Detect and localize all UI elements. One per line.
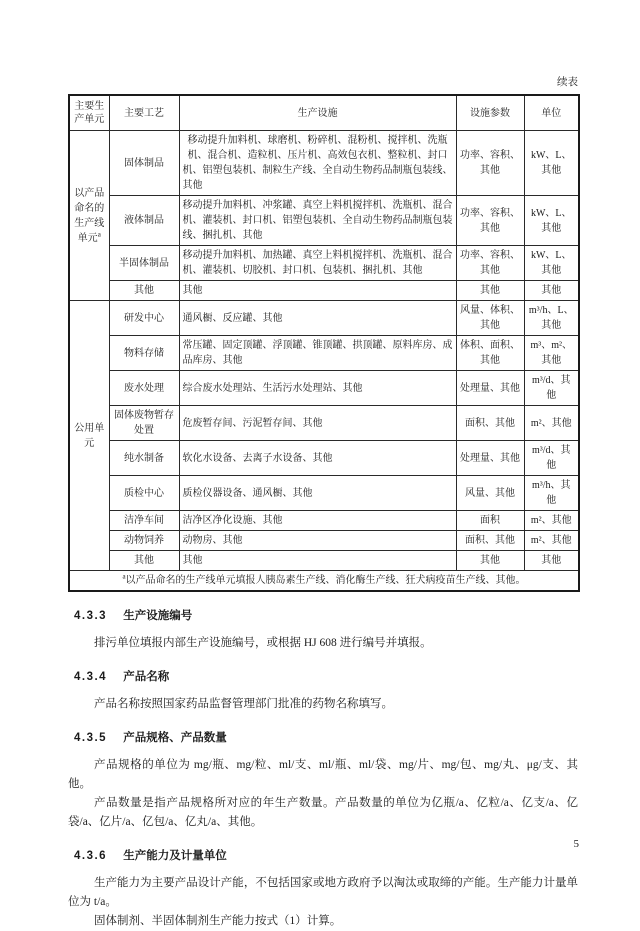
table-row bbox=[69, 246, 579, 281]
unit-cell: m³/h、L、其他 bbox=[524, 301, 579, 336]
production-unit-group-cell bbox=[69, 301, 109, 571]
table-row bbox=[69, 406, 579, 441]
unit-cell: m³/h、其他 bbox=[524, 476, 579, 511]
section-4-3-4 bbox=[68, 670, 578, 714]
group-label: 以产品命名的生产线单元 bbox=[74, 187, 105, 244]
unit-cell: 其他 bbox=[524, 281, 579, 301]
params-cell: 风量、体积、其他 bbox=[456, 301, 524, 336]
section-title: 生产能力及计量单位 bbox=[123, 850, 227, 862]
process-cell: 洁净车间 bbox=[109, 511, 179, 531]
params-cell: 其他 bbox=[456, 281, 524, 301]
header-facility-params: 设施参数 bbox=[456, 95, 524, 131]
facilities-cell: 洁净区净化设施、其他 bbox=[179, 511, 456, 531]
unit-cell: m²、其他 bbox=[524, 511, 579, 531]
section-paragraph: 产品规格的单位为 mg/瓶、mg/粒、ml/支、ml/瓶、ml/袋、mg/片、mg/包、mg/丸、μg/支、其他。 bbox=[68, 759, 578, 790]
section-heading bbox=[74, 731, 578, 746]
section-title: 产品规格、产品数量 bbox=[123, 732, 227, 744]
facilities-cell: 移动提升加料机、球磨机、粉碎机、混粉机、搅拌机、洗瓶机、混合机、造粒机、压片机、高效包衣机、整粒机、封口机、铝塑包装机、制粒生产线、全自动生物药品制瓶包装线、其他 bbox=[179, 131, 456, 196]
unit-cell: m³/d、其他 bbox=[524, 441, 579, 476]
table-row bbox=[69, 196, 579, 246]
facilities-cell: 其他 bbox=[179, 281, 456, 301]
section-heading bbox=[74, 670, 578, 685]
section-paragraph: 产品数量是指产品规格所对应的年生产数量。产品数量的单位为亿瓶/a、亿粒/a、亿支/a、亿袋/a、亿片/a、亿包/a、亿丸/a、其他。 bbox=[68, 797, 578, 828]
section-title: 产品名称 bbox=[123, 671, 170, 683]
section-number: 4.3.3 bbox=[74, 610, 108, 622]
group-label: 公用单元 bbox=[74, 422, 105, 449]
facilities-cell: 移动提升加料机、加热罐、真空上料机搅拌机、洗瓶机、混合机、灌装机、切胶机、封口机、包装机、捆扎机、其他 bbox=[179, 246, 456, 281]
footnote-text: 以产品命名的生产线单元填报人胰岛素生产线、消化酶生产线、狂犬病疫苗生产线、其他。 bbox=[125, 575, 526, 586]
header-main-process: 主要工艺 bbox=[109, 95, 179, 131]
section-paragraph: 排污单位填报内部生产设施编号，或根据 HJ 608 进行编号并填报。 bbox=[94, 637, 432, 649]
facilities-cell: 常压罐、固定顶罐、浮顶罐、锥顶罐、拱顶罐、原料库房、成品库房、其他 bbox=[179, 336, 456, 371]
facilities-cell: 移动提升加料机、冲浆罐、真空上料机搅拌机、洗瓶机、混合机、灌装机、封口机、铝塑包装机、全自动生物药品制瓶包装线、捆扎机、其他 bbox=[179, 196, 456, 246]
process-cell: 液体制品 bbox=[109, 196, 179, 246]
table-continued-label: 续表 bbox=[557, 77, 578, 88]
process-cell: 纯水制备 bbox=[109, 441, 179, 476]
params-cell: 功率、容积、其他 bbox=[456, 196, 524, 246]
table-footnote bbox=[69, 571, 579, 592]
production-units-table bbox=[68, 94, 580, 592]
section-4-3-5 bbox=[68, 731, 578, 832]
params-cell: 面积、其他 bbox=[456, 406, 524, 441]
params-cell: 功率、容积、其他 bbox=[456, 131, 524, 196]
table-row bbox=[69, 511, 579, 531]
process-cell: 质检中心 bbox=[109, 476, 179, 511]
facilities-cell: 动物房、其他 bbox=[179, 531, 456, 551]
params-cell: 其他 bbox=[456, 551, 524, 571]
section-number: 4.3.6 bbox=[74, 850, 108, 862]
unit-cell: 其他 bbox=[524, 551, 579, 571]
table-row bbox=[69, 371, 579, 406]
params-cell: 功率、容积、其他 bbox=[456, 246, 524, 281]
table-row bbox=[69, 551, 579, 571]
section-number: 4.3.4 bbox=[74, 671, 108, 683]
params-cell: 风量、其他 bbox=[456, 476, 524, 511]
table-row bbox=[69, 301, 579, 336]
process-cell: 动物饲养 bbox=[109, 531, 179, 551]
process-cell: 废水处理 bbox=[109, 371, 179, 406]
table-row bbox=[69, 336, 579, 371]
unit-cell: m²、其他 bbox=[524, 531, 579, 551]
facilities-cell: 其他 bbox=[179, 551, 456, 571]
section-heading bbox=[74, 849, 578, 864]
process-cell: 半固体制品 bbox=[109, 246, 179, 281]
table-row bbox=[69, 476, 579, 511]
facilities-cell: 综合废水处理站、生活污水处理站、其他 bbox=[179, 371, 456, 406]
table-row bbox=[69, 441, 579, 476]
section-heading bbox=[74, 609, 578, 624]
facilities-cell: 质检仪器设备、通风橱、其他 bbox=[179, 476, 456, 511]
process-cell: 物料存储 bbox=[109, 336, 179, 371]
section-number: 4.3.5 bbox=[74, 732, 108, 744]
params-cell: 处理量、其他 bbox=[456, 441, 524, 476]
section-paragraph: 产品名称按照国家药品监督管理部门批准的药物名称填写。 bbox=[94, 698, 393, 710]
params-cell: 处理量、其他 bbox=[456, 371, 524, 406]
table-footnote-row bbox=[69, 571, 579, 592]
section-4-3-3 bbox=[68, 609, 578, 653]
process-cell: 固体制品 bbox=[109, 131, 179, 196]
process-cell: 其他 bbox=[109, 281, 179, 301]
unit-cell: m³/d、其他 bbox=[524, 371, 579, 406]
params-cell: 体积、面积、其他 bbox=[456, 336, 524, 371]
section-paragraph: 生产能力为主要产品设计产能，不包括国家或地方政府予以淘汰或取缔的产能。生产能力计量单位为 t/a。 bbox=[68, 877, 578, 908]
process-cell: 其他 bbox=[109, 551, 179, 571]
header-production-facilities: 生产设施 bbox=[179, 95, 456, 131]
unit-cell: m²、其他 bbox=[524, 406, 579, 441]
unit-cell: kW、L、其他 bbox=[524, 131, 579, 196]
table-row bbox=[69, 531, 579, 551]
process-cell: 研发中心 bbox=[109, 301, 179, 336]
table-row bbox=[69, 131, 579, 196]
header-main-production-unit: 主要生产单元 bbox=[69, 95, 109, 131]
params-cell: 面积、其他 bbox=[456, 531, 524, 551]
unit-cell: kW、L、其他 bbox=[524, 246, 579, 281]
table-header-row bbox=[69, 95, 579, 131]
group-superscript: a bbox=[97, 230, 101, 239]
process-cell: 固体废物暂存处置 bbox=[109, 406, 179, 441]
facilities-cell: 软化水设备、去离子水设备、其他 bbox=[179, 441, 456, 476]
page-number: 5 bbox=[573, 838, 579, 850]
footnote-superscript: a bbox=[122, 572, 126, 581]
production-unit-group-cell bbox=[69, 131, 109, 301]
unit-cell: kW、L、其他 bbox=[524, 196, 579, 246]
section-title: 生产设施编号 bbox=[123, 610, 193, 622]
section-paragraph: 固体制剂、半固体制剂生产能力按式（1）计算。 bbox=[94, 915, 342, 927]
unit-cell: m³、m²、其他 bbox=[524, 336, 579, 371]
facilities-cell: 危废暂存间、污泥暂存间、其他 bbox=[179, 406, 456, 441]
facilities-cell: 通风橱、反应罐、其他 bbox=[179, 301, 456, 336]
section-4-3-6 bbox=[68, 849, 578, 931]
table-row bbox=[69, 281, 579, 301]
params-cell: 面积 bbox=[456, 511, 524, 531]
header-unit: 单位 bbox=[524, 95, 579, 131]
